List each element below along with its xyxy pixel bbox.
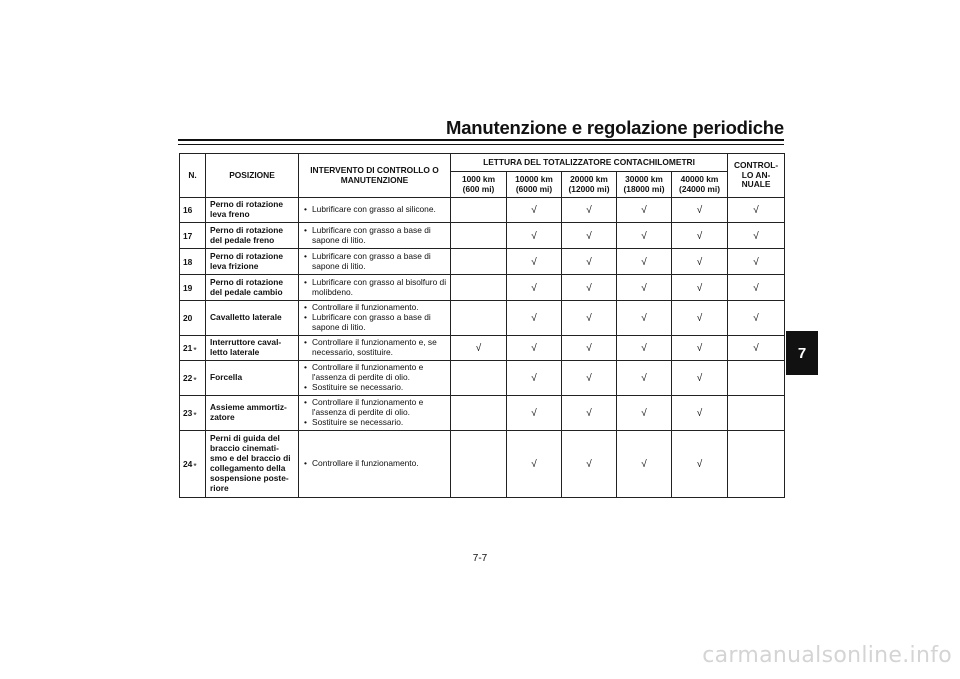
check-cell (617, 360, 672, 395)
check-mark: √ (531, 407, 537, 419)
action-list (304, 398, 447, 428)
row-number (180, 360, 206, 395)
check-cell (451, 275, 507, 301)
check-mark: √ (586, 407, 592, 419)
row-position: Forcella (206, 360, 299, 395)
check-mark: √ (696, 372, 703, 384)
row-number (180, 275, 206, 301)
action-item: • Sostituire se necessario. (304, 418, 447, 428)
action-item: • Lubrificare con grasso a base di sapone di litio. (304, 226, 447, 246)
check-cell (507, 395, 562, 430)
header-rule-thin (178, 144, 784, 145)
check-cell (672, 360, 728, 395)
check-mark: √ (586, 256, 592, 268)
check-mark: √ (696, 205, 703, 217)
row-number-text: 17 (183, 230, 193, 241)
check-cell (507, 223, 562, 249)
check-mark: √ (531, 230, 537, 242)
check-mark: √ (753, 313, 759, 325)
row-number (180, 223, 206, 249)
check-mark: √ (696, 407, 703, 419)
check-cell (672, 198, 728, 223)
row-position: Assieme ammortiz-zatore (206, 395, 299, 430)
table-row (180, 301, 785, 336)
check-mark: √ (696, 313, 703, 325)
check-cell (562, 223, 617, 249)
row-number (180, 249, 206, 275)
table-row (180, 275, 785, 301)
action-item: • Sostituire se necessario. (304, 383, 447, 393)
check-cell (617, 301, 672, 336)
header-km-30000: 30000 km (18000 mi) (617, 172, 672, 198)
check-cell (507, 360, 562, 395)
action-list (304, 363, 447, 393)
action-item: • Controllare il funzionamento e, se necessario, sostituire. (304, 338, 447, 358)
row-number (180, 430, 206, 497)
table-row (180, 223, 785, 249)
check-cell (728, 249, 785, 275)
table-row (180, 395, 785, 430)
check-cell (728, 275, 785, 301)
check-cell (617, 249, 672, 275)
check-cell (562, 198, 617, 223)
table-body (180, 198, 785, 498)
check-cell (451, 430, 507, 497)
check-mark: √ (586, 343, 592, 354)
check-mark: √ (753, 205, 759, 217)
action-item: • Lubrificare con grasso a base di sapone di litio. (304, 252, 447, 272)
check-cell (507, 249, 562, 275)
header-rule-thick (178, 139, 784, 141)
row-position: Perno di rotazione del pedale freno (206, 223, 299, 249)
row-number-text: 21 (183, 342, 193, 353)
check-cell (451, 249, 507, 275)
check-cell (562, 275, 617, 301)
check-cell (672, 336, 728, 361)
check-mark: √ (531, 458, 537, 470)
row-number-text: 20 (183, 313, 193, 324)
header-km-20000: 20000 km (12000 mi) (562, 172, 617, 198)
check-cell (562, 249, 617, 275)
check-cell (672, 430, 728, 497)
table-row (180, 198, 785, 223)
check-cell (728, 395, 785, 430)
action-list (304, 303, 447, 333)
check-cell (672, 275, 728, 301)
asterisk-mark: * (193, 460, 197, 471)
row-number-text: 24 (183, 458, 193, 469)
check-cell (617, 395, 672, 430)
row-actions (299, 430, 451, 497)
check-mark: √ (641, 313, 647, 325)
action-list (304, 205, 447, 215)
action-list (304, 459, 447, 469)
action-list (304, 252, 447, 272)
check-cell (728, 301, 785, 336)
action-item: • Lubrificare con grasso al silicone. (304, 205, 447, 215)
header-annual: CONTROL-LO AN-NUALE (728, 154, 785, 198)
check-mark: √ (531, 205, 537, 217)
check-mark: √ (586, 205, 592, 217)
check-cell (562, 336, 617, 361)
row-position: Perno di rotazione leva freno (206, 198, 299, 223)
table-row (180, 249, 785, 275)
check-cell (672, 249, 728, 275)
asterisk-mark: * (193, 344, 197, 355)
row-actions (299, 336, 451, 361)
check-mark: √ (586, 372, 592, 384)
check-cell (728, 360, 785, 395)
check-cell (507, 336, 562, 361)
check-cell (728, 223, 785, 249)
table-row (180, 336, 785, 361)
check-mark: √ (696, 343, 703, 354)
row-number-text: 22 (183, 372, 193, 383)
check-mark: √ (531, 343, 537, 354)
check-cell (562, 430, 617, 497)
check-mark: √ (753, 282, 759, 294)
check-mark: √ (753, 230, 759, 242)
row-number-text: 16 (183, 205, 193, 216)
check-cell (728, 336, 785, 361)
row-number (180, 395, 206, 430)
action-list (304, 278, 447, 298)
header-position: POSIZIONE (206, 154, 299, 198)
action-item: • Controllare il funzionamento e l'assenza di perdite di olio. (304, 398, 447, 418)
check-cell (617, 336, 672, 361)
row-actions (299, 198, 451, 223)
check-cell (617, 198, 672, 223)
check-mark: √ (753, 256, 759, 268)
check-mark: √ (531, 313, 537, 325)
check-mark: √ (641, 230, 647, 242)
check-mark: √ (641, 282, 647, 294)
action-item: • Controllare il funzionamento e l'assenza di perdite di olio. (304, 363, 447, 383)
check-cell (451, 223, 507, 249)
asterisk-mark: * (193, 409, 197, 420)
check-mark: √ (586, 313, 592, 325)
table-row (180, 360, 785, 395)
check-cell (617, 223, 672, 249)
action-item: • Lubrificare con grasso a base di sapone di litio. (304, 313, 447, 333)
header-km-1000: 1000 km (600 mi) (451, 172, 507, 198)
check-cell (617, 275, 672, 301)
check-cell (617, 430, 672, 497)
row-number-text: 18 (183, 256, 193, 267)
check-mark: √ (696, 230, 703, 242)
action-item: • Lubrificare con grasso al bisolfuro di molibdeno. (304, 278, 447, 298)
check-cell (451, 198, 507, 223)
row-position: Perno di rotazione del pedale cambio (206, 275, 299, 301)
check-cell (672, 223, 728, 249)
table-row (180, 430, 785, 497)
check-cell (562, 360, 617, 395)
header-num: N. (180, 154, 206, 198)
check-cell (507, 430, 562, 497)
row-position: Perni di guida del braccio cinemati-smo e del braccio di collegamento della sospensione poste-riore (206, 430, 299, 497)
check-cell (672, 395, 728, 430)
check-cell (672, 301, 728, 336)
check-mark: √ (641, 343, 647, 354)
header-km-40000: 40000 km (24000 mi) (672, 172, 728, 198)
check-mark: √ (641, 458, 647, 470)
check-cell (451, 301, 507, 336)
row-number-text: 19 (183, 282, 193, 293)
row-number (180, 336, 206, 361)
check-mark: √ (586, 230, 592, 242)
check-mark: √ (696, 256, 703, 268)
action-item: • Controllare il funzionamento. (304, 459, 447, 469)
action-list (304, 338, 447, 358)
row-actions (299, 360, 451, 395)
check-cell (728, 430, 785, 497)
check-mark: √ (753, 343, 759, 354)
row-actions (299, 249, 451, 275)
row-number-text: 23 (183, 407, 193, 418)
asterisk-mark: * (193, 374, 197, 385)
check-mark: √ (641, 256, 647, 268)
check-mark: √ (696, 282, 703, 294)
watermark-text: carmanualsonline.info (702, 643, 952, 668)
check-cell (451, 336, 507, 361)
row-actions (299, 395, 451, 430)
check-mark: √ (531, 256, 537, 268)
action-item: • Controllare il funzionamento. (304, 303, 447, 313)
check-cell (507, 301, 562, 336)
row-position: Perno di rotazione leva frizione (206, 249, 299, 275)
row-number (180, 301, 206, 336)
page-title: Manutenzione e regolazione periodiche (446, 117, 784, 138)
check-mark: √ (586, 458, 592, 470)
check-cell (507, 198, 562, 223)
check-mark: √ (641, 372, 647, 384)
check-mark: √ (531, 372, 537, 384)
row-position: Cavalletto laterale (206, 301, 299, 336)
check-mark: √ (696, 458, 703, 470)
check-mark: √ (641, 407, 647, 419)
check-cell (728, 198, 785, 223)
row-actions (299, 275, 451, 301)
check-cell (562, 301, 617, 336)
check-cell (451, 395, 507, 430)
row-actions (299, 223, 451, 249)
check-mark: √ (641, 205, 647, 217)
page-number: 7-7 (472, 553, 488, 564)
maintenance-table (179, 153, 785, 498)
row-position: Interruttore caval-letto laterale (206, 336, 299, 361)
check-mark: √ (531, 282, 537, 294)
header-km-10000: 10000 km (6000 mi) (507, 172, 562, 198)
chapter-tab[interactable]: 7 (786, 331, 818, 375)
check-cell (562, 395, 617, 430)
header-action: INTERVENTO DI CONTROLLO O MANUTENZIONE (299, 154, 451, 198)
maintenance-table-container (179, 153, 784, 498)
row-actions (299, 301, 451, 336)
check-cell (451, 360, 507, 395)
check-mark: √ (475, 343, 482, 354)
row-number (180, 198, 206, 223)
check-mark: √ (586, 282, 592, 294)
header-odometer-group: LETTURA DEL TOTALIZZATORE CONTACHILOMETRI (451, 154, 728, 172)
check-cell (507, 275, 562, 301)
action-list (304, 226, 447, 246)
